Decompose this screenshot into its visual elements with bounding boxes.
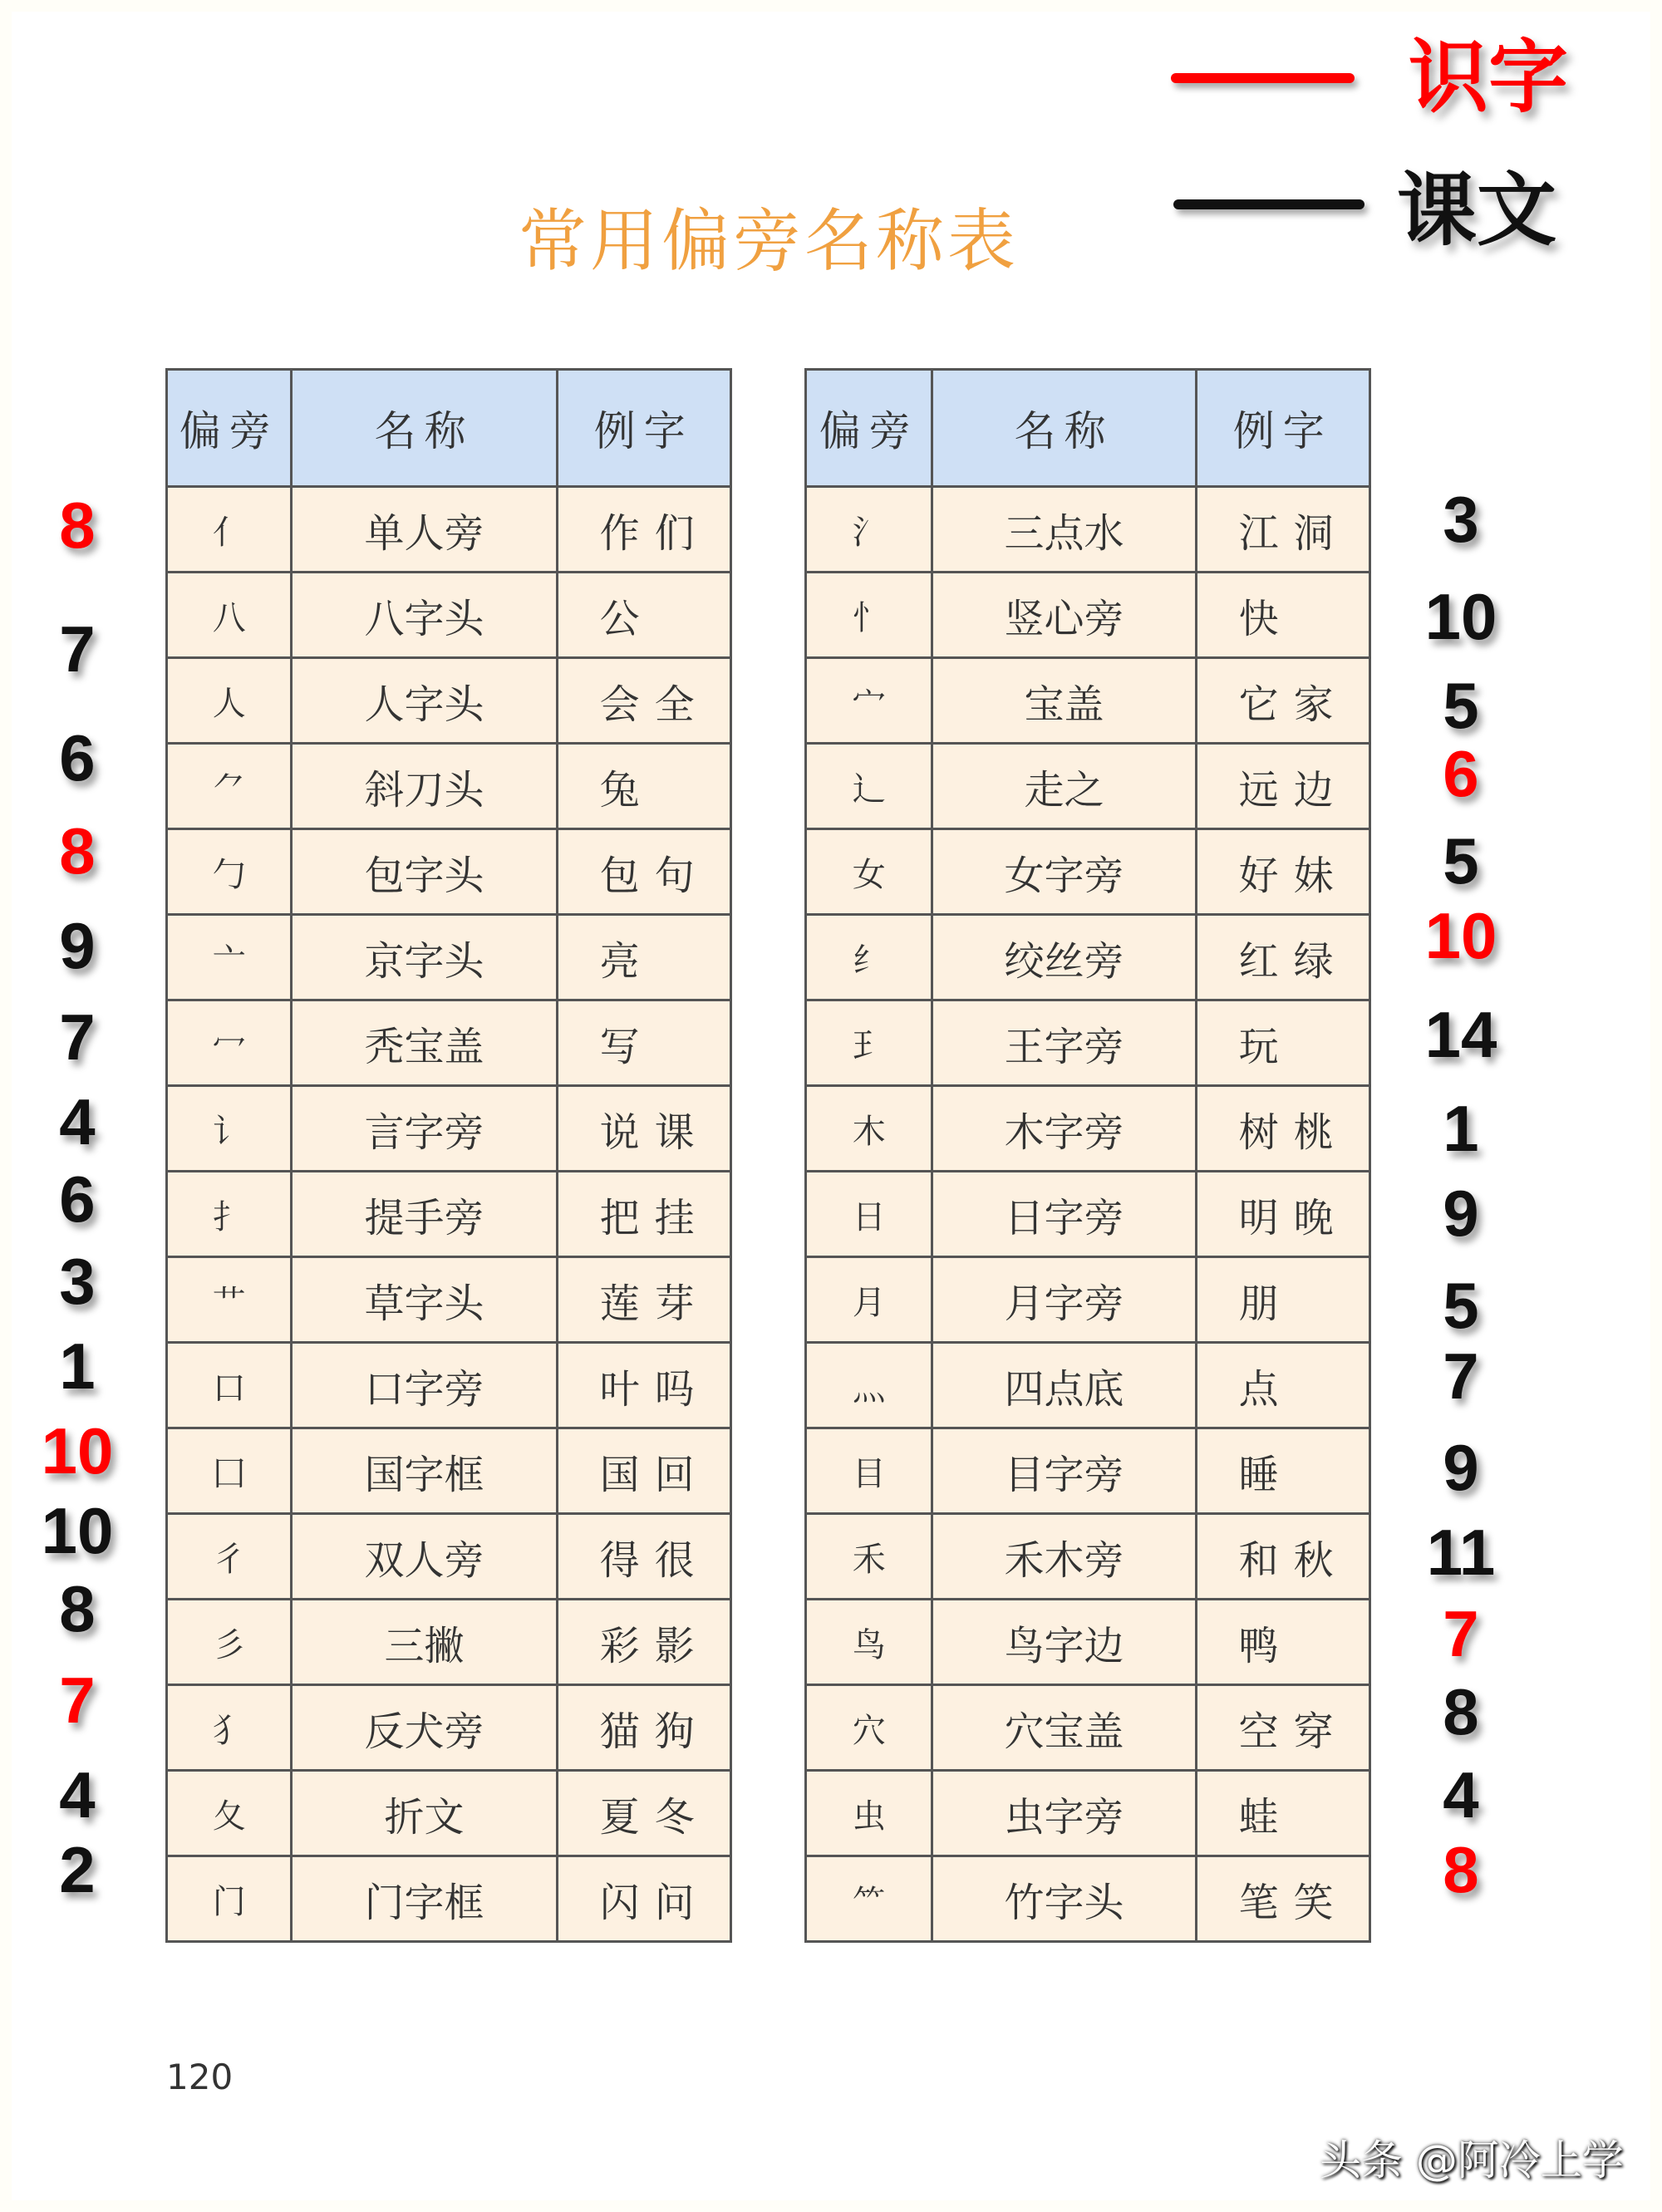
table-row xyxy=(167,1771,731,1856)
cell-examples: 玩 xyxy=(1196,1000,1369,1086)
cell-radical: 扌 xyxy=(167,1172,292,1257)
table-row xyxy=(167,829,731,915)
cell-radical: 忄 xyxy=(806,573,932,658)
header-example: 例字 xyxy=(557,370,730,487)
cell-name: 口字旁 xyxy=(292,1343,557,1428)
cell-radical: 彡 xyxy=(167,1600,292,1685)
table-row xyxy=(806,1343,1370,1428)
cell-name: 三撇 xyxy=(292,1600,557,1685)
table-row xyxy=(806,1172,1370,1257)
cell-name: 日字旁 xyxy=(932,1172,1196,1257)
cell-name: 人字头 xyxy=(292,658,557,744)
cell-examples: 公 xyxy=(557,573,730,658)
stroke-count: 3 xyxy=(1443,483,1479,556)
cell-radical: 日 xyxy=(806,1172,932,1257)
cell-name: 目字旁 xyxy=(932,1428,1196,1514)
cell-name: 穴宝盖 xyxy=(932,1685,1196,1771)
table-row xyxy=(806,1856,1370,1942)
header-example: 例字 xyxy=(1196,370,1369,487)
stroke-count: 2 xyxy=(59,1833,96,1906)
cell-name: 竹字头 xyxy=(932,1856,1196,1942)
cell-examples: 红绿 xyxy=(1196,915,1369,1000)
cell-examples: 闪问 xyxy=(557,1856,730,1942)
cell-examples: 得很 xyxy=(557,1514,730,1600)
cell-radical: 禾 xyxy=(806,1514,932,1600)
cell-radical: 氵 xyxy=(806,487,932,573)
cell-radical: 鸟 xyxy=(806,1600,932,1685)
stroke-count: 4 xyxy=(59,1085,96,1158)
cell-radical: 亻 xyxy=(167,487,292,573)
cell-examples: 笔笑 xyxy=(1196,1856,1369,1942)
stroke-count: 1 xyxy=(1443,1092,1479,1165)
cell-examples: 远边 xyxy=(1196,744,1369,829)
table-row xyxy=(167,1000,731,1086)
cell-examples: 写 xyxy=(557,1000,730,1086)
cell-examples: 兔 xyxy=(557,744,730,829)
cell-name: 门字框 xyxy=(292,1856,557,1942)
cell-examples: 朋 xyxy=(1196,1257,1369,1343)
stroke-count: 4 xyxy=(59,1758,96,1831)
cell-examples: 叶吗 xyxy=(557,1343,730,1428)
table-row xyxy=(167,1685,731,1771)
cell-radical: ⺮ xyxy=(806,1856,932,1942)
header-radical: 偏旁 xyxy=(167,370,292,487)
cell-examples: 把挂 xyxy=(557,1172,730,1257)
cell-radical: 彳 xyxy=(167,1514,292,1600)
stroke-count: 10 xyxy=(1424,899,1497,972)
cell-name: 四点底 xyxy=(932,1343,1196,1428)
radical-table-left xyxy=(165,368,732,1943)
page-title: 常用偏旁名称表 xyxy=(518,202,1019,281)
cell-examples: 明晚 xyxy=(1196,1172,1369,1257)
stroke-count: 5 xyxy=(1443,824,1479,897)
table-row xyxy=(806,744,1370,829)
stroke-count: 8 xyxy=(59,814,96,887)
cell-radical: 灬 xyxy=(806,1343,932,1428)
cell-radical: 木 xyxy=(806,1086,932,1172)
stroke-count: 9 xyxy=(1443,1431,1479,1504)
cell-radical: ⺈ xyxy=(167,744,292,829)
stroke-count: 4 xyxy=(1443,1758,1479,1831)
cell-examples: 会全 xyxy=(557,658,730,744)
cell-name: 单人旁 xyxy=(292,487,557,573)
cell-name: 木字旁 xyxy=(932,1086,1196,1172)
cell-examples: 和秋 xyxy=(1196,1514,1369,1600)
cell-radical: 勹 xyxy=(167,829,292,915)
table-row xyxy=(167,1856,731,1942)
cell-name: 宝盖 xyxy=(932,658,1196,744)
cell-radical: 八 xyxy=(167,573,292,658)
cell-examples: 蛙 xyxy=(1196,1771,1369,1856)
cell-name: 言字旁 xyxy=(292,1086,557,1172)
stroke-count: 7 xyxy=(59,1000,96,1074)
stroke-count: 7 xyxy=(59,612,96,686)
stroke-count: 10 xyxy=(41,1414,114,1487)
cell-radical: 人 xyxy=(167,658,292,744)
stroke-count: 7 xyxy=(59,1664,96,1737)
cell-examples: 江洞 xyxy=(1196,487,1369,573)
table-row xyxy=(806,1257,1370,1343)
header-name: 名称 xyxy=(292,370,557,487)
cell-examples: 莲芽 xyxy=(557,1257,730,1343)
cell-name: 绞丝旁 xyxy=(932,915,1196,1000)
cell-name: 鸟字边 xyxy=(932,1600,1196,1685)
table-row xyxy=(806,1000,1370,1086)
stroke-count: 6 xyxy=(1443,737,1479,810)
cell-name: 女字旁 xyxy=(932,829,1196,915)
cell-radical: 目 xyxy=(806,1428,932,1514)
cell-name: 京字头 xyxy=(292,915,557,1000)
cell-radical: 月 xyxy=(806,1257,932,1343)
legend-line-red xyxy=(1171,73,1355,83)
stroke-count: 8 xyxy=(59,489,96,562)
cell-name: 王字旁 xyxy=(932,1000,1196,1086)
cell-examples: 睡 xyxy=(1196,1428,1369,1514)
stroke-count: 7 xyxy=(1443,1339,1479,1413)
cell-name: 包字头 xyxy=(292,829,557,915)
cell-examples: 快 xyxy=(1196,573,1369,658)
cell-examples: 国回 xyxy=(557,1428,730,1514)
table-row xyxy=(806,658,1370,744)
stroke-count: 11 xyxy=(1426,1516,1496,1589)
table-row xyxy=(167,1172,731,1257)
cell-radical: 讠 xyxy=(167,1086,292,1172)
cell-examples: 包句 xyxy=(557,829,730,915)
table-row xyxy=(167,915,731,1000)
cell-examples: 彩影 xyxy=(557,1600,730,1685)
stroke-count: 10 xyxy=(1424,580,1497,653)
cell-radical: 囗 xyxy=(167,1428,292,1514)
cell-name: 虫字旁 xyxy=(932,1771,1196,1856)
legend-label-literacy: 识字 xyxy=(1409,31,1568,124)
header-name: 名称 xyxy=(932,370,1196,487)
header-radical: 偏旁 xyxy=(806,370,932,487)
cell-examples: 夏冬 xyxy=(557,1771,730,1856)
table-row xyxy=(167,1428,731,1514)
stroke-count: 3 xyxy=(59,1245,96,1318)
cell-radical: 门 xyxy=(167,1856,292,1942)
stroke-count: 5 xyxy=(1443,669,1479,742)
cell-name: 反犬旁 xyxy=(292,1685,557,1771)
cell-examples: 说课 xyxy=(557,1086,730,1172)
cell-radical: 亠 xyxy=(167,915,292,1000)
table-row xyxy=(806,829,1370,915)
cell-name: 三点水 xyxy=(932,487,1196,573)
table-row xyxy=(806,487,1370,573)
cell-name: 秃宝盖 xyxy=(292,1000,557,1086)
cell-name: 国字框 xyxy=(292,1428,557,1514)
legend-label-text: 课文 xyxy=(1397,164,1556,257)
table-row xyxy=(167,744,731,829)
stroke-count: 8 xyxy=(1443,1675,1479,1748)
cell-radical: 女 xyxy=(806,829,932,915)
cell-name: 双人旁 xyxy=(292,1514,557,1600)
cell-name: 草字头 xyxy=(292,1257,557,1343)
table-row xyxy=(167,573,731,658)
table-row xyxy=(806,1428,1370,1514)
table-row xyxy=(806,1685,1370,1771)
table-row xyxy=(806,915,1370,1000)
stroke-count: 14 xyxy=(1424,998,1497,1071)
table-row xyxy=(167,1343,731,1428)
cell-examples: 树桃 xyxy=(1196,1086,1369,1172)
cell-radical: ⺩ xyxy=(806,1000,932,1086)
stroke-count: 10 xyxy=(41,1494,114,1567)
stroke-count: 8 xyxy=(59,1572,96,1645)
table-row xyxy=(167,1600,731,1685)
stroke-count: 6 xyxy=(59,1163,96,1236)
cell-radical: 虫 xyxy=(806,1771,932,1856)
cell-radical: 艹 xyxy=(167,1257,292,1343)
cell-name: 提手旁 xyxy=(292,1172,557,1257)
cell-radical: 犭 xyxy=(167,1685,292,1771)
cell-examples: 点 xyxy=(1196,1343,1369,1428)
cell-name: 禾木旁 xyxy=(932,1514,1196,1600)
stroke-count: 7 xyxy=(1443,1597,1479,1670)
cell-examples: 鸭 xyxy=(1196,1600,1369,1685)
table-row xyxy=(167,658,731,744)
stroke-count: 9 xyxy=(1443,1177,1479,1250)
cell-name: 折文 xyxy=(292,1771,557,1856)
stroke-count: 1 xyxy=(59,1330,96,1403)
cell-radical: 口 xyxy=(167,1343,292,1428)
table-row xyxy=(167,487,731,573)
table-row xyxy=(167,1514,731,1600)
watermark: 头条 @阿冷上学 xyxy=(1320,2136,1624,2185)
cell-examples: 空穿 xyxy=(1196,1685,1369,1771)
radical-table-right xyxy=(804,368,1371,1943)
cell-examples: 它家 xyxy=(1196,658,1369,744)
cell-examples: 亮 xyxy=(557,915,730,1000)
stroke-count: 5 xyxy=(1443,1269,1479,1342)
cell-examples: 好妹 xyxy=(1196,829,1369,915)
cell-name: 竖心旁 xyxy=(932,573,1196,658)
table-row xyxy=(806,1086,1370,1172)
table-row xyxy=(167,1086,731,1172)
stroke-count: 9 xyxy=(59,909,96,982)
cell-name: 斜刀头 xyxy=(292,744,557,829)
cell-radical: 冖 xyxy=(167,1000,292,1086)
stroke-count: 6 xyxy=(59,721,96,794)
cell-radical: 穴 xyxy=(806,1685,932,1771)
table-row xyxy=(167,1257,731,1343)
cell-name: 走之 xyxy=(932,744,1196,829)
table-row xyxy=(806,573,1370,658)
cell-name: 月字旁 xyxy=(932,1257,1196,1343)
cell-examples: 猫狗 xyxy=(557,1685,730,1771)
legend-line-black xyxy=(1173,199,1365,209)
stroke-count: 8 xyxy=(1443,1833,1479,1906)
page-number: 120 xyxy=(166,2057,234,2097)
table-header-row xyxy=(806,370,1370,487)
cell-name: 八字头 xyxy=(292,573,557,658)
table-row xyxy=(806,1771,1370,1856)
table-header-row xyxy=(167,370,731,487)
table-row xyxy=(806,1514,1370,1600)
table-row xyxy=(806,1600,1370,1685)
cell-radical: 宀 xyxy=(806,658,932,744)
cell-examples: 作们 xyxy=(557,487,730,573)
cell-radical: 夂 xyxy=(167,1771,292,1856)
cell-radical: 纟 xyxy=(806,915,932,1000)
cell-radical: 辶 xyxy=(806,744,932,829)
